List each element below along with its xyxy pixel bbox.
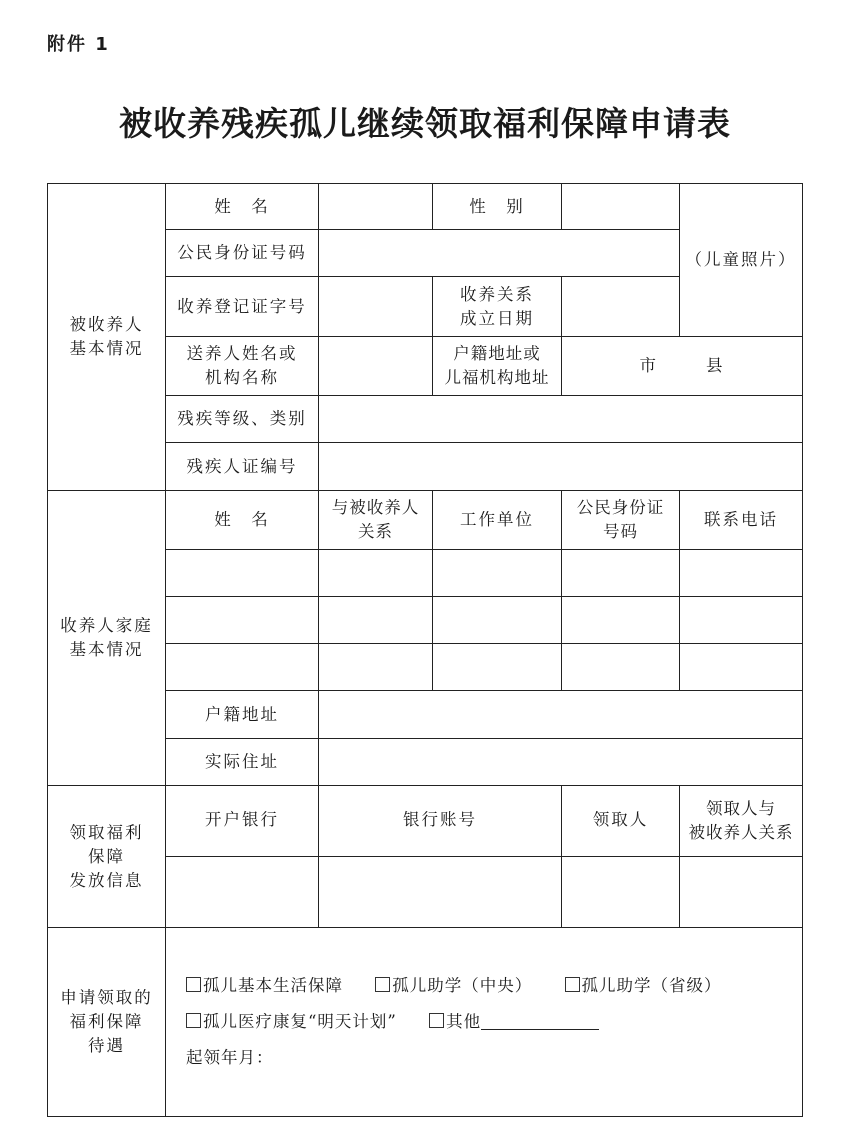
benefit-option-other[interactable] (429, 1012, 481, 1031)
label-line: 基本情况 (69, 640, 144, 659)
cell[interactable] (562, 550, 680, 597)
label-line: 户籍地址或 (453, 344, 541, 363)
recipient-relation-field[interactable] (680, 857, 803, 928)
cell[interactable] (166, 597, 319, 644)
label-line: 领取人与 (706, 799, 776, 818)
label-line: 送养人姓名或 (186, 344, 298, 363)
sender-label (166, 337, 319, 396)
section-payment-label (48, 786, 166, 928)
account-field[interactable] (319, 857, 562, 928)
checkbox[interactable] (375, 977, 390, 992)
label-line: 待遇 (88, 1036, 125, 1055)
label-line: 福利保障 (69, 1012, 144, 1031)
household-address-field[interactable] (319, 691, 803, 739)
label-line: 机构名称 (205, 368, 279, 387)
start-month-label: 起领年月： (186, 1048, 274, 1067)
actual-address-field[interactable] (319, 739, 803, 786)
checkbox[interactable] (429, 1013, 444, 1028)
option-label: 其他 (446, 1012, 482, 1031)
id-number-label: 公民身份证号码 (166, 230, 319, 277)
benefit-option-basic[interactable] (186, 976, 343, 995)
label-line: 领取福利 (69, 822, 144, 842)
id-number-field[interactable] (319, 230, 680, 277)
option-label: 孤儿医疗康复“明天计划” (203, 1012, 397, 1031)
cell[interactable] (680, 550, 803, 597)
section-adoptee-label (48, 184, 166, 491)
cell[interactable] (562, 597, 680, 644)
address-label (433, 337, 562, 396)
cell[interactable] (319, 644, 433, 691)
label-line: 关系 (358, 522, 393, 541)
other-input-line[interactable] (481, 1009, 599, 1030)
reg-cert-field[interactable] (319, 277, 433, 337)
cell[interactable] (680, 597, 803, 644)
label-line: 公民身份证 (576, 498, 665, 517)
disability-level-field[interactable] (319, 396, 803, 443)
reg-cert-label: 收养登记证字号 (166, 277, 319, 337)
name-label: 姓 名 (166, 184, 319, 230)
label-line: 与被收养人 (331, 498, 420, 517)
label-line: 被收养人 (69, 315, 144, 334)
col-phone: 联系电话 (680, 491, 803, 550)
checkbox[interactable] (565, 977, 580, 992)
adoption-date-label (433, 277, 562, 337)
disability-cert-field[interactable] (319, 443, 803, 491)
disability-level-label: 残疾等级、类别 (166, 396, 319, 443)
cell[interactable] (319, 550, 433, 597)
county-label: 县 (706, 356, 725, 375)
benefits-options (166, 928, 803, 1117)
option-label: 孤儿助学（省级） (581, 976, 722, 995)
col-relation (319, 491, 433, 550)
recipient-label: 领取人 (562, 786, 680, 857)
section-benefits-label (48, 928, 166, 1117)
cell[interactable] (433, 550, 562, 597)
label-line: 保障 (88, 846, 125, 866)
checkbox[interactable] (186, 977, 201, 992)
label-line: 成立日期 (460, 308, 534, 328)
label-line: 收养人家庭 (60, 616, 153, 635)
attachment-label: 附件 1 (47, 34, 110, 55)
benefit-option-edu-province[interactable] (565, 976, 722, 995)
application-form-table (47, 183, 803, 1117)
label-line: 发放信息 (69, 870, 144, 890)
label-line: 申请领取的 (60, 988, 153, 1007)
label-line: 被收养人关系 (688, 823, 794, 842)
cell[interactable] (562, 644, 680, 691)
recipient-field[interactable] (562, 857, 680, 928)
page-title: 被收养残疾孤儿继续领取福利保障申请表 (119, 104, 731, 143)
benefit-option-edu-central[interactable] (375, 976, 532, 995)
option-label: 孤儿基本生活保障 (203, 976, 343, 995)
cell[interactable] (433, 644, 562, 691)
household-address-label: 户籍地址 (166, 691, 319, 739)
gender-label: 性 别 (433, 184, 562, 230)
child-photo-box[interactable]: （儿童照片） (680, 184, 803, 337)
benefit-option-medical[interactable] (186, 1012, 397, 1031)
adoptee-name-field[interactable] (319, 184, 433, 230)
cell[interactable] (433, 597, 562, 644)
label-line: 收养关系 (460, 284, 534, 304)
account-label: 银行账号 (319, 786, 562, 857)
col-id (562, 491, 680, 550)
actual-address-label: 实际住址 (166, 739, 319, 786)
disability-cert-label: 残疾人证编号 (166, 443, 319, 491)
cell[interactable] (166, 550, 319, 597)
label-line: 基本情况 (69, 339, 144, 358)
label-line: 儿福机构地址 (444, 368, 550, 387)
option-label: 孤儿助学（中央） (392, 976, 533, 995)
checkbox[interactable] (186, 1013, 201, 1028)
cell[interactable] (319, 597, 433, 644)
bank-field[interactable] (166, 857, 319, 928)
bank-label: 开户银行 (166, 786, 319, 857)
label-line: 号码 (603, 522, 638, 541)
adoption-date-field[interactable] (562, 277, 680, 337)
recipient-relation-label (680, 786, 803, 857)
col-employer: 工作单位 (433, 491, 562, 550)
sender-field[interactable] (319, 337, 433, 396)
cell[interactable] (166, 644, 319, 691)
col-name: 姓 名 (166, 491, 319, 550)
address-field[interactable] (562, 337, 803, 396)
section-adopter-label (48, 491, 166, 786)
city-label: 市 (639, 356, 658, 375)
gender-field[interactable] (562, 184, 680, 230)
cell[interactable] (680, 644, 803, 691)
